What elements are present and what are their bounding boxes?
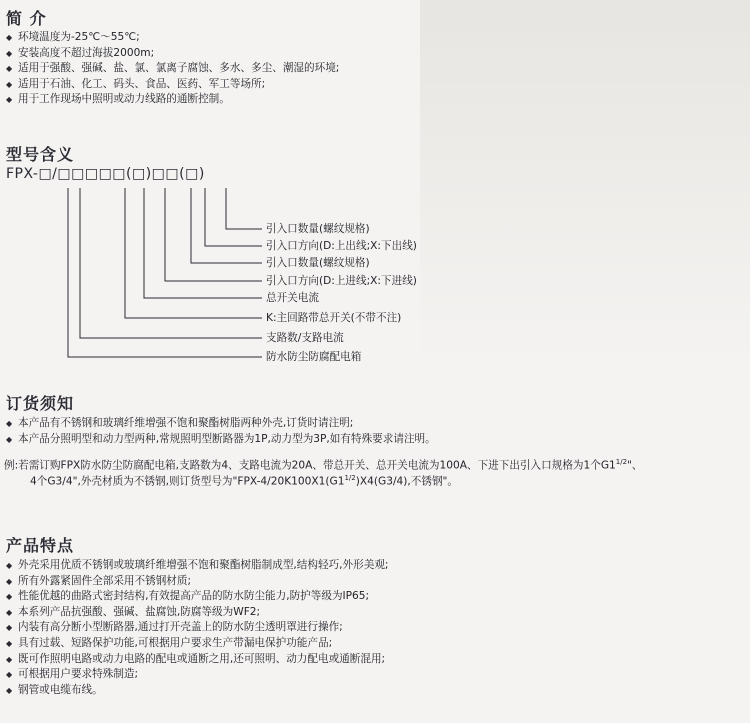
list-item: ◆ 所有外露紧固件全部采用不锈钢材质; <box>6 574 389 590</box>
model-label: 引入口方向(D:上出线;X:下出线) <box>266 240 417 252</box>
list-item: ◆ 外壳采用优质不锈钢或玻璃纤维增强不饱和聚酯树脂制成型,结构轻巧,外形美观; <box>6 558 389 574</box>
list-item: ◆ 本系列产品抗强酸、强碱、盐腐蚀,防腐等级为WF2; <box>6 605 389 621</box>
list-item: ◆ 本产品分照明型和动力型两种,常规照明型断路器为1P,动力型为3P,如有特殊要求请注明。 <box>6 432 436 448</box>
list-item: ◆ 既可作照明电路或动力电路的配电或通断之用,还可照明、动力配电或通断混用; <box>6 652 389 668</box>
model-heading: 型号含义 <box>6 145 75 164</box>
order-example-line2: 4个G3/4",外壳材质为不锈钢,则订货型号为"$FPX-4/20K100X1(G1^{1/2})X4(G3/4)$,不锈钢"。 <box>30 474 459 488</box>
model-label: K:主回路带总开关(不带不注) <box>266 312 402 324</box>
model-label: 总开关电流 <box>266 292 319 304</box>
model-label: 引入口数量(螺纹规格) <box>266 223 370 235</box>
list-item: ◆ 安装高度不超过海拔2000m; <box>6 46 339 62</box>
list-item: ◆ 用于工作现场中照明或动力线路的通断控制。 <box>6 92 339 108</box>
model-label: 引入口数量(螺纹规格) <box>266 257 370 269</box>
features-list <box>6 558 389 698</box>
order-example-line1: 例:若需订购FPX防水防尘防腐配电箱,支路数为4、支路电流为20A、带总开关、总开关电流为100A、下进下出引入口规格为1个$G1^{1/2}$"、 <box>4 458 643 472</box>
list-item: ◆ 内装有高分断小型断路器,通过打开壳盖上的防水防尘透明罩进行操作; <box>6 620 389 636</box>
ordering-list <box>6 416 436 447</box>
model-label: 引入口方向(D:上进线;X:下进线) <box>266 275 417 287</box>
ordering-heading: 订货须知 <box>6 394 75 413</box>
model-label: 防水防尘防腐配电箱 <box>266 351 362 363</box>
intro-heading: 简 介 <box>6 9 47 28</box>
list-item: ◆ 可根据用户要求特殊制造; <box>6 667 389 683</box>
list-item: ◆ 适用于强酸、强碱、盐、氯、氯离子腐蚀、多水、多尘、潮湿的环境; <box>6 61 339 77</box>
list-item: ◆ 性能优越的曲路式密封结构,有效提高产品的防水防尘能力,防护等级为IP65; <box>6 589 389 605</box>
list-item: ◆ 钢管或电缆布线。 <box>6 683 389 699</box>
features-heading: 产品特点 <box>6 536 75 555</box>
list-item: ◆ 环境温度为-25℃～55℃; <box>6 30 339 46</box>
list-item: ◆ 适用于石油、化工、码头、食品、医药、军工等场所; <box>6 77 339 93</box>
model-code: FPX-□/□□□□□(□)□□(□) <box>6 166 205 182</box>
model-label: 支路数/支路电流 <box>266 332 344 344</box>
list-item: ◆ 具有过载、短路保护功能,可根据用户要求生产带漏电保护功能产品; <box>6 636 389 652</box>
list-item: ◆ 本产品有不锈钢和玻璃纤维增强不饱和聚酯树脂两种外壳,订货时请注明; <box>6 416 436 432</box>
